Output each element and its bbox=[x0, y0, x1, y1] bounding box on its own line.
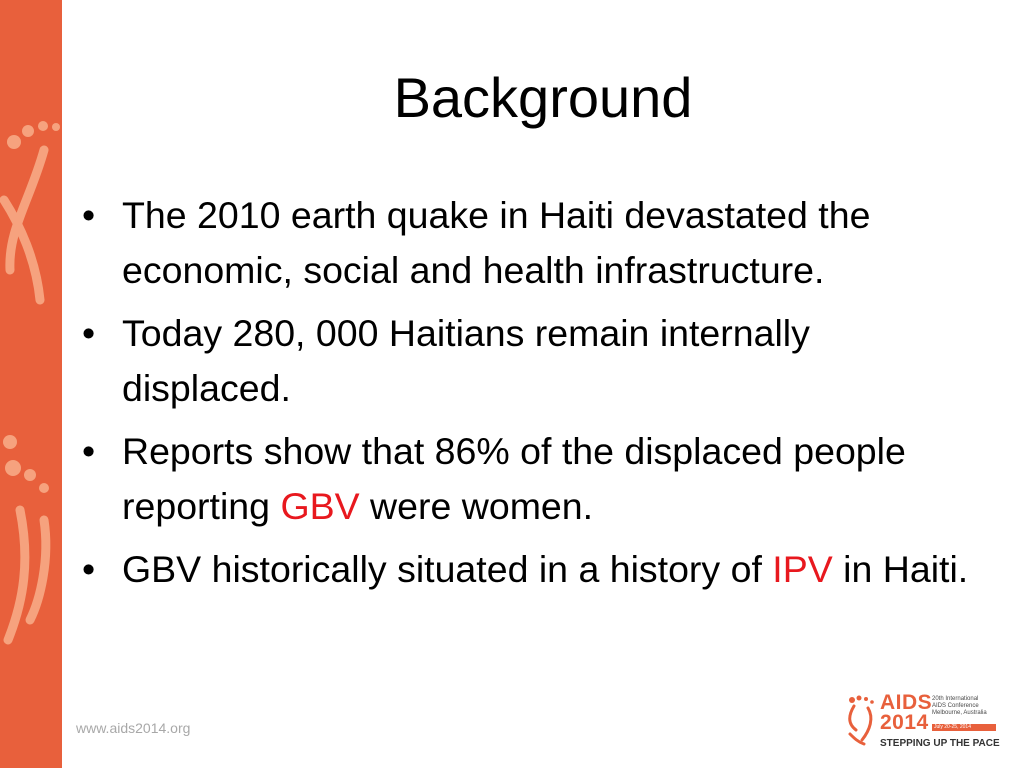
bullet-marker: • bbox=[82, 548, 96, 590]
bullet-text: The 2010 earth quake in Haiti devastated the economic, social and health infrastructure. bbox=[122, 194, 871, 291]
highlighted-term: IPV bbox=[772, 548, 833, 590]
logo-wordmark: AIDS bbox=[880, 691, 933, 714]
logo-conference-line: AIDS Conference bbox=[932, 703, 979, 709]
bullet-text: Reports show that 86% of the displaced people reporting bbox=[122, 430, 906, 527]
bullet-item bbox=[82, 424, 982, 534]
bullet-text: Today 280, 000 Haitians remain internally displaced. bbox=[122, 312, 810, 409]
bullet-text: in Haiti. bbox=[832, 548, 969, 590]
conference-logo bbox=[844, 692, 1004, 756]
highlighted-term: GBV bbox=[280, 485, 360, 527]
bullet-text: GBV historically situated in a history of bbox=[122, 548, 773, 590]
logo-conference-line: 20th International bbox=[932, 696, 979, 702]
bullet-item bbox=[82, 542, 982, 597]
bullet-item bbox=[82, 306, 982, 416]
slide-title: Background bbox=[393, 66, 693, 129]
bullet-list bbox=[82, 188, 982, 605]
bullet-marker: • bbox=[82, 194, 96, 236]
logo-tagline: STEPPING UP THE PACE bbox=[880, 738, 1000, 749]
footer-url: www.aids2014.org bbox=[76, 720, 191, 736]
logo-conference-text bbox=[932, 696, 1004, 717]
footprint-pattern-icon bbox=[0, 0, 62, 768]
logo-dates: July 20-25, 2014 bbox=[932, 724, 996, 731]
footprint-logo-icon bbox=[844, 694, 878, 746]
bullet-marker: • bbox=[82, 312, 96, 354]
bullet-item bbox=[82, 188, 982, 298]
bullet-marker: • bbox=[82, 430, 96, 472]
logo-conference-line: Melbourne, Australia bbox=[932, 710, 987, 716]
bullet-text: were women. bbox=[359, 485, 594, 527]
logo-year: 2014 bbox=[880, 711, 929, 734]
side-decoration-band bbox=[0, 0, 62, 768]
